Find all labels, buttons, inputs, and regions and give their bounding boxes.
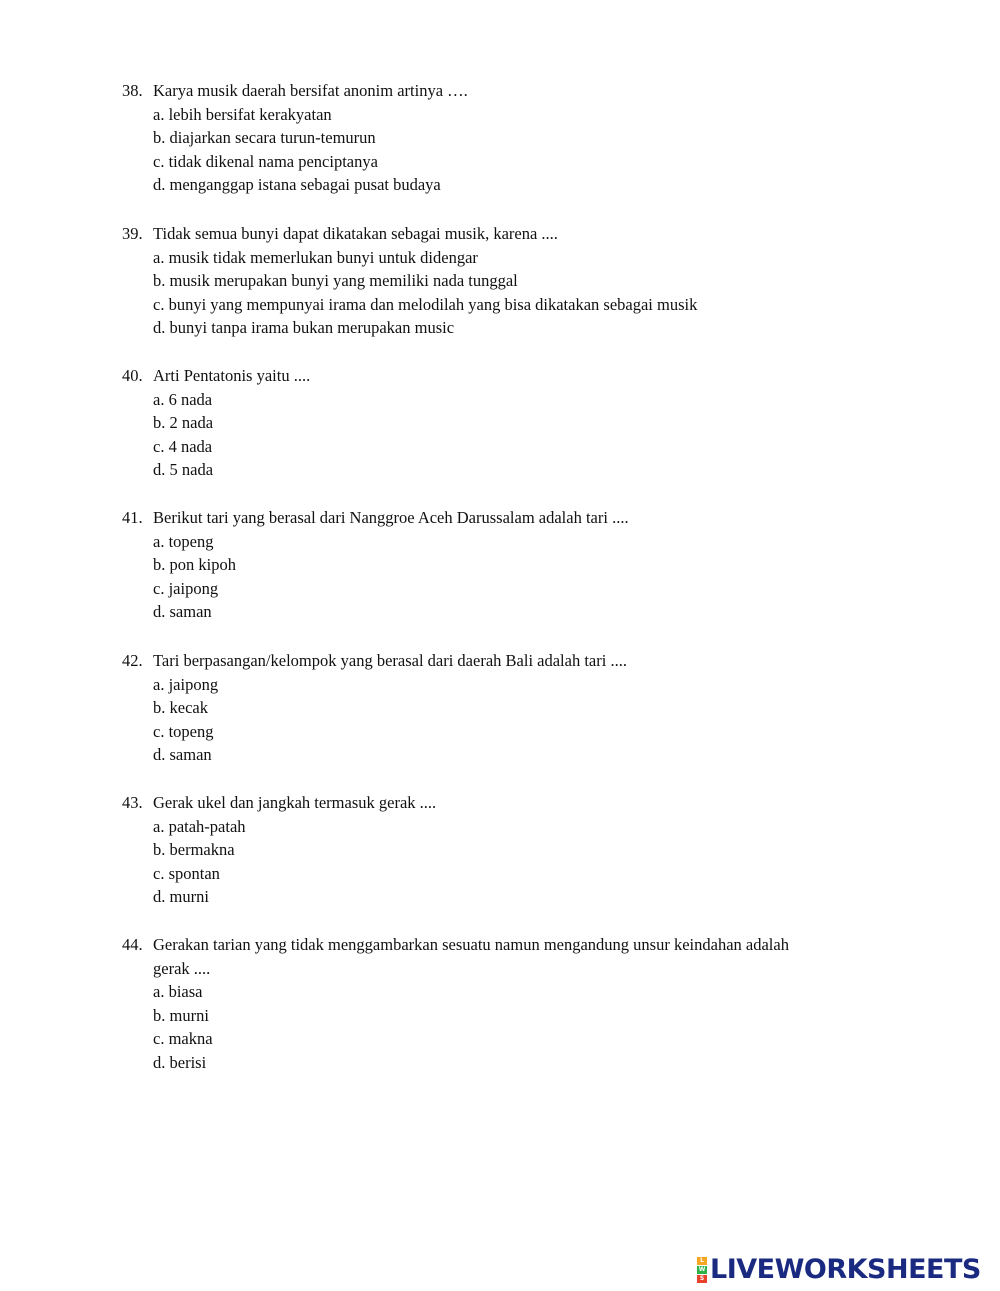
option-b: b. pon kipoh (153, 555, 236, 575)
question-text: Berikut tari yang berasal dari Nanggroe Aceh Darussalam adalah tari .... (153, 508, 629, 527)
option-d: d. berisi (153, 1052, 207, 1072)
option-list (122, 530, 822, 624)
option-c: c. jaipong (153, 578, 219, 598)
logo-block-l: L (697, 1257, 707, 1265)
option-a: a. topeng (153, 531, 214, 551)
option-a: a. jaipong (153, 674, 219, 694)
logo-block-s: S (697, 1275, 707, 1283)
question-number: 43. (122, 793, 143, 812)
question-text: Gerakan tarian yang tidak menggambarkan sesuatu namun mengandung unsur keindahan adalah gerak .... (153, 935, 789, 978)
option-list (122, 815, 822, 909)
logo-blocks-icon (697, 1257, 707, 1283)
option-c: c. bunyi yang mempunyai irama dan melodilah yang bisa dikatakan sebagai musik (153, 294, 698, 314)
question-38 (122, 79, 822, 197)
question-41 (122, 506, 822, 624)
question-number: 44. (122, 935, 143, 954)
option-b: b. musik merupakan bunyi yang memiliki nada tunggal (153, 271, 518, 291)
question-text: Tari berpasangan/kelompok yang berasal dari daerah Bali adalah tari .... (153, 651, 627, 670)
option-list (122, 673, 822, 767)
question-text: Arti Pentatonis yaitu .... (153, 366, 311, 385)
logo-block-w: W (698, 1266, 706, 1273)
option-c: c. 4 nada (153, 436, 213, 456)
liveworksheets-logo (697, 1254, 981, 1286)
option-b: b. 2 nada (153, 413, 214, 433)
option-b: b. bermakna (153, 840, 235, 860)
option-d: d. menganggap istana sebagai pusat budaya (153, 175, 441, 195)
question-42 (122, 649, 822, 767)
option-d: d. saman (153, 602, 212, 622)
option-c: c. spontan (153, 863, 220, 883)
option-c: c. tidak dikenal nama penciptanya (153, 151, 378, 171)
option-b: b. diajarkan secara turun-temurun (153, 128, 376, 148)
question-44 (122, 933, 822, 1075)
option-d: d. 5 nada (153, 460, 214, 480)
logo-text: LIVEWORKSHEETS (710, 1254, 981, 1285)
question-number: 41. (122, 508, 143, 527)
question-text: Tidak semua bunyi dapat dikatakan sebagai musik, karena .... (153, 224, 558, 243)
question-40 (122, 364, 822, 482)
question-text: Karya musik daerah bersifat anonim artinya …. (153, 81, 468, 100)
option-a: a. 6 nada (153, 389, 213, 409)
question-39 (122, 222, 822, 340)
question-number: 42. (122, 651, 143, 670)
option-a: a. biasa (153, 982, 203, 1002)
option-b: b. murni (153, 1005, 209, 1025)
option-c: c. topeng (153, 721, 214, 741)
option-a: a. lebih bersifat kerakyatan (153, 104, 332, 124)
option-list (122, 388, 822, 482)
option-list (122, 103, 822, 197)
question-number: 39. (122, 224, 143, 243)
option-b: b. kecak (153, 698, 208, 718)
question-text: Gerak ukel dan jangkah termasuk gerak .... (153, 793, 437, 812)
option-c: c. makna (153, 1029, 213, 1049)
option-a: a. musik tidak memerlukan bunyi untuk didengar (153, 247, 478, 267)
option-d: d. murni (153, 887, 209, 907)
option-a: a. patah-patah (153, 816, 246, 836)
option-list (122, 246, 822, 340)
option-d: d. bunyi tanpa irama bukan merupakan music (153, 318, 455, 338)
option-list (122, 980, 822, 1074)
option-d: d. saman (153, 745, 212, 765)
question-number: 40. (122, 366, 143, 385)
question-number: 38. (122, 81, 143, 100)
question-43 (122, 791, 822, 909)
